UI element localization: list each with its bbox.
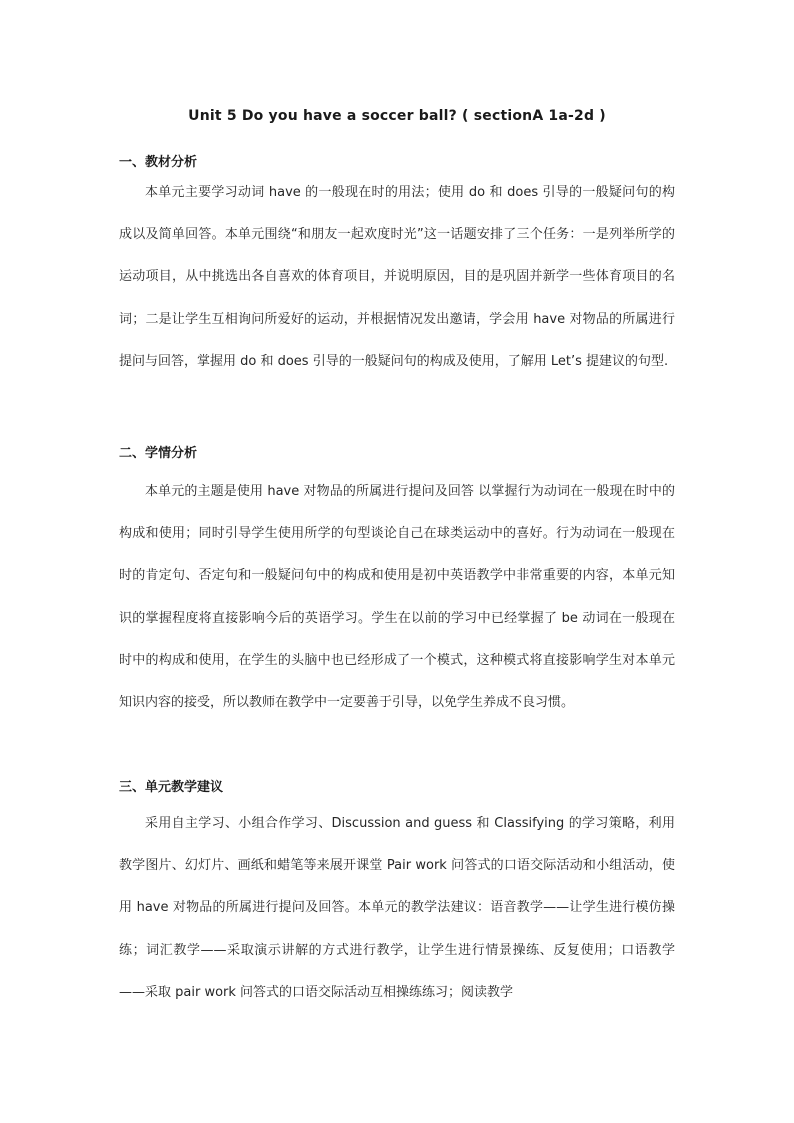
section-body-textbook-analysis: 本单元主要学习动词 have 的一般现在时的用法；使用 do 和 does 引导的一般疑问句的构成以及简单回答。本单元围绕“和朋友一起欢度时光”这一话题安排了三个任务：一是列举所学的运动项目，从中挑选出各自喜欢的体育项目，并说明原因，目的是巩固并新学一些体育项目的名词；二是让学生互相询问所爱好的运动，并根据情况发出邀请，学会用 have 对物品的所属进行提问与回答，掌握用 do 和 does 引导的一般疑问句的构成及使用，了解用 Let’s 提建议的句型.	[119, 185, 675, 369]
section-heading-student-analysis: 二、学情分析	[119, 446, 198, 461]
document-title: Unit 5 Do you have a soccer ball? ( sectionA 1a-2d )	[188, 108, 606, 124]
section-body-teaching-suggestions: 采用自主学习、小组合作学习、Discussion and guess 和 Classifying 的学习策略，利用教学图片、幻灯片、画纸和蜡笔等来展开课堂 Pair work 问答式的口语交际活动和小组活动，使用 have 对物品的所属进行提问及回答。本单元的教学法建议：语音教学——让学生进行模仿操练；词汇教学——采取演示讲解的方式进行教学，让学生进行情景操练、反复使用；口语教学——采取 pair work 问答式的口语交际活动互相操练练习；阅读教学	[119, 816, 675, 1000]
section-heading-textbook-analysis: 一、教材分析	[119, 155, 198, 170]
section-heading-teaching-suggestions: 三、单元教学建议	[119, 780, 224, 795]
section-body-student-analysis: 本单元的主题是使用 have 对物品的所属进行提问及回答 以掌握行为动词在一般现在时中的构成和使用；同时引导学生使用所学的句型谈论自己在球类运动中的喜好。行为动词在一般现在时的肯定句、否定句和一般疑问句中的构成和使用是初中英语教学中非常重要的内容，本单元知识的掌握程度将直接影响今后的英语学习。学生在以前的学习中已经掌握了 be 动词在一般现在时中的构成和使用，在学生的头脑中也已经形成了一个模式，这种模式将直接影响学生对本单元知识内容的接受，所以教师在教学中一定要善于引导，以免学生养成不良习惯。	[119, 484, 675, 711]
